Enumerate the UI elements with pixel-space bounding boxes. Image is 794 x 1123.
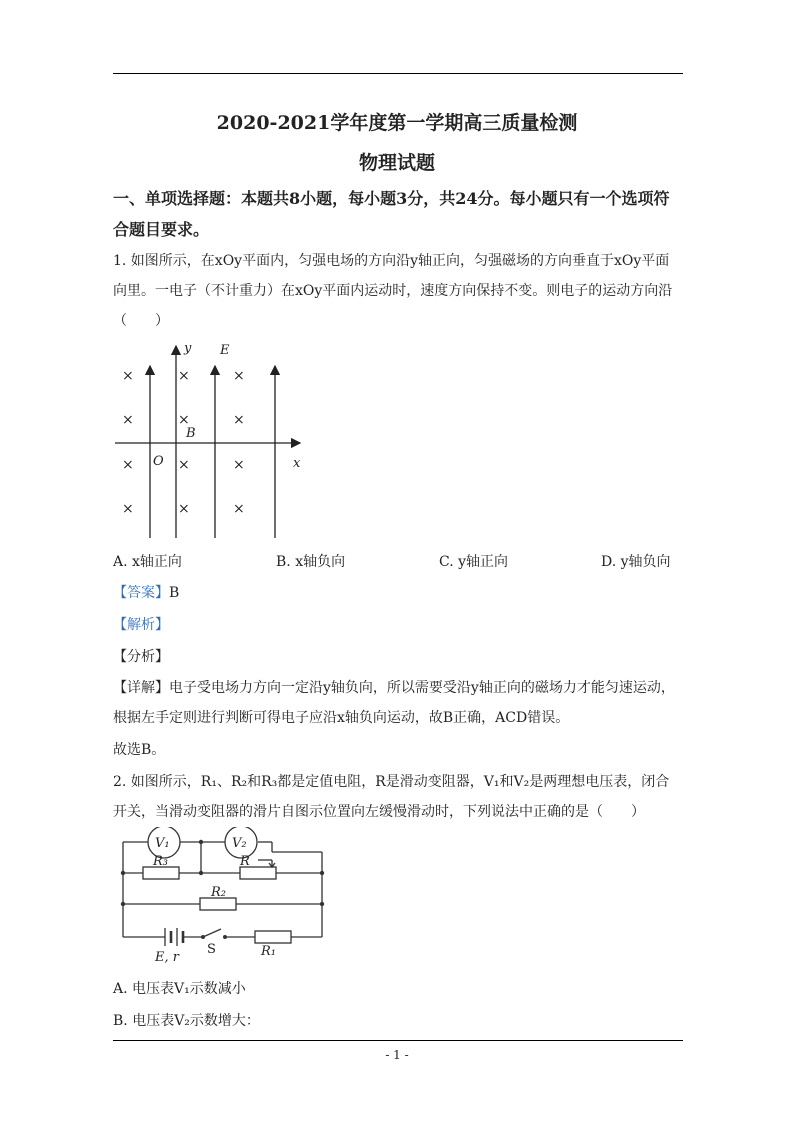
label-B: B [186, 426, 196, 441]
label-r3: R₃ [153, 854, 168, 869]
label-r: R [240, 854, 250, 869]
label-r2: R₂ [211, 885, 226, 900]
label-x: x [293, 456, 301, 471]
q1-field-diagram [110, 338, 310, 543]
cross-mark: × [122, 457, 134, 473]
q1-line2: 向里。一电子（不计重力）在xOy平面内运动时，速度方向保持不变。则电子的运动方向沿 [113, 283, 673, 299]
cross-mark: × [122, 412, 134, 428]
q2-circuit-diagram [115, 827, 335, 967]
label-er: E, r [155, 950, 179, 965]
answer-tag: 【答案】 [113, 585, 169, 601]
section-heading-line2: 合题目要求。 [113, 220, 210, 239]
q2-option-a: A. 电压表V₁示数减小 [113, 981, 246, 997]
cross-mark: × [233, 457, 245, 473]
q2-line2: 开关，当滑动变阻器的滑片自图示位置向左缓慢滑动时，下列说法中正确的是（ ） [113, 804, 645, 820]
q1-option-a: A. x轴正向 [113, 554, 182, 570]
top-rule [113, 73, 683, 74]
label-O: O [153, 454, 164, 469]
cross-mark: × [122, 368, 134, 384]
detail-line2: 根据左手定则进行判断可得电子应沿x轴负向运动，故B正确，ACD错误。 [113, 710, 570, 726]
q2-option-b: B. 电压表V₂示数增大： [113, 1013, 260, 1029]
label-y: y [184, 341, 192, 356]
answer-line [113, 582, 179, 602]
section-heading-line1: 一、单项选择题：本题共8小题，每小题3分，共24分。每小题只有一个选项符 [113, 189, 670, 208]
label-s: S [207, 942, 216, 957]
label-v2: V₂ [232, 836, 247, 851]
detail-tag: 【详解】 [113, 680, 169, 696]
bottom-rule [113, 1040, 683, 1041]
fenxi-tag: 【分析】 [113, 649, 169, 665]
cross-mark: × [233, 501, 245, 517]
q1-option-d: D. y轴负向 [601, 554, 671, 570]
exam-title: 2020-2021学年度第一学期高三质量检测 [216, 112, 578, 134]
cross-mark: × [178, 501, 190, 517]
q1-line1: 1. 如图所示，在xOy平面内，匀强电场的方向沿y轴正向，匀强磁场的方向垂直于xOy平面 [113, 253, 670, 269]
cross-mark: × [233, 412, 245, 428]
cross-mark: × [178, 412, 190, 428]
page-number: - 1 - [385, 1048, 409, 1062]
q1-option-b: B. x轴负向 [276, 554, 346, 570]
label-r1: R₁ [261, 944, 276, 959]
answer-value: B [169, 585, 180, 601]
q2-line1: 2. 如图所示，R₁、R₂和R₃都是定值电阻，R是滑动变阻器，V₁和V₂是两理想电压表，闭合 [113, 774, 670, 790]
detail-line1 [113, 677, 675, 697]
analysis-tag: 【解析】 [113, 617, 169, 633]
q1-line3: （ ） [113, 313, 169, 329]
label-v1: V₁ [155, 836, 170, 851]
q1-conclusion: 故选B。 [113, 742, 166, 758]
cross-mark: × [233, 368, 245, 384]
cross-mark: × [122, 501, 134, 517]
label-E: E [220, 343, 230, 358]
detail-text-1: 电子受电场力方向一定沿y轴负向，所以需要受沿y轴正向的磁场力才能匀速运动， [169, 680, 675, 696]
q1-option-c: C. y轴正向 [439, 554, 509, 570]
cross-mark: × [178, 368, 190, 384]
subject-title: 物理试题 [358, 152, 435, 174]
cross-mark: × [178, 457, 190, 473]
